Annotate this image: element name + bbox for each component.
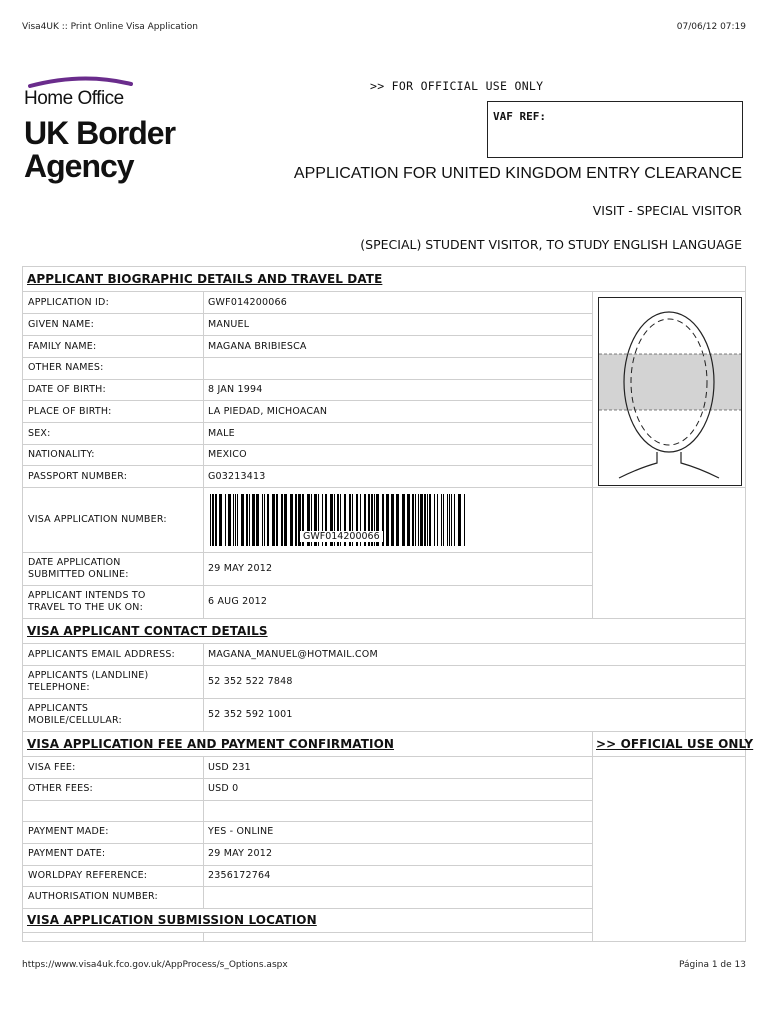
logo-agency: Agency (24, 148, 134, 184)
visa-subcategory: (SPECIAL) STUDENT VISITOR, TO STUDY ENGLISH LANGUAGE (360, 237, 742, 252)
official-use-label: >> FOR OFFICIAL USE ONLY (370, 79, 544, 93)
value-payment-made: YES - ONLINE (208, 826, 274, 837)
barcode-bar (252, 494, 255, 546)
value-nationality: MEXICO (208, 449, 247, 460)
barcode-bar (290, 494, 293, 546)
barcode-bar (434, 494, 435, 546)
barcode-bar (458, 494, 461, 546)
barcode-bar (256, 494, 259, 546)
barcode-bar (237, 494, 238, 546)
barcode-bar (420, 494, 423, 546)
barcode-bar (276, 494, 278, 546)
barcode (208, 494, 470, 546)
value-email: MAGANA_MANUEL@HOTMAIL.COM (208, 649, 378, 660)
barcode-bar (449, 494, 450, 546)
value-date-of-birth: 8 JAN 1994 (208, 384, 263, 395)
print-header-datetime: 07/06/12 07:19 (676, 22, 746, 32)
value-worldpay-reference: 2356172764 (208, 870, 271, 881)
barcode-bar (210, 494, 211, 546)
barcode-bar (281, 494, 283, 546)
value-landline: 52 352 522 7848 (208, 676, 293, 687)
value-application-id: GWF014200066 (208, 297, 288, 308)
label-date-of-birth: DATE OF BIRTH: (28, 384, 106, 395)
fee-official-use: >> OFFICIAL USE ONLY (596, 737, 754, 751)
label-sex: SEX: (28, 428, 51, 439)
label-other-names: OTHER NAMES: (28, 362, 104, 373)
barcode-bar (228, 494, 231, 546)
label-place-of-birth: PLACE OF BIRTH: (28, 406, 112, 417)
barcode-bar (235, 494, 236, 546)
head-outline-icon (599, 298, 741, 485)
barcode-bar (215, 494, 217, 546)
barcode-bar (451, 494, 452, 546)
value-date-submitted: 29 MAY 2012 (208, 563, 273, 574)
barcode-bar (249, 494, 250, 546)
barcode-bar (464, 494, 465, 546)
barcode-bar (212, 494, 214, 546)
vaf-ref-label: VAF REF: (493, 110, 546, 123)
barcode-bar (391, 494, 394, 546)
barcode-bar (295, 494, 297, 546)
barcode-bar (412, 494, 414, 546)
label-given-name: GIVEN NAME: (28, 319, 94, 330)
label-passport-number: PASSPORT NUMBER: (28, 471, 128, 482)
barcode-bar (427, 494, 428, 546)
barcode-bar (233, 494, 234, 546)
section-heading-submission: VISA APPLICATION SUBMISSION LOCATION (27, 913, 317, 927)
barcode-bar (437, 494, 438, 546)
value-payment-date: 29 MAY 2012 (208, 848, 273, 859)
barcode-bar (418, 494, 419, 546)
value-mobile: 52 352 592 1001 (208, 709, 293, 720)
barcode-bar (402, 494, 405, 546)
barcode-bar (225, 494, 226, 546)
label-family-name: FAMILY NAME: (28, 341, 97, 352)
label-intends-travel: APPLICANT INTENDS TO TRAVEL TO THE UK ON: (28, 590, 146, 613)
logo-home-office: Home Office (24, 88, 124, 109)
barcode-bar (264, 494, 265, 546)
vaf-ref-box (487, 101, 743, 158)
barcode-bar (415, 494, 416, 546)
label-nationality: NATIONALITY: (28, 449, 95, 460)
label-payment-date: PAYMENT DATE: (28, 848, 106, 859)
barcode-bar (429, 494, 431, 546)
barcode-bar (441, 494, 442, 546)
label-other-fees: OTHER FEES: (28, 783, 93, 794)
label-visa-fee: VISA FEE: (28, 762, 76, 773)
barcode-bar (447, 494, 448, 546)
label-authorisation-number: AUTHORISATION NUMBER: (28, 891, 158, 902)
value-other-fees: USD 0 (208, 783, 239, 794)
value-family-name: MAGANA BRIBIESCA (208, 341, 307, 352)
barcode-bar (246, 494, 248, 546)
barcode-bar (424, 494, 426, 546)
label-landline: APPLICANTS (LANDLINE) TELEPHONE: (28, 670, 149, 693)
value-visa-fee: USD 231 (208, 762, 251, 773)
print-footer-page: Página 1 de 13 (679, 960, 746, 970)
label-visa-application-number: VISA APPLICATION NUMBER: (28, 514, 167, 525)
barcode-bar (267, 494, 269, 546)
value-sex: MALE (208, 428, 235, 439)
page-title: APPLICATION FOR UNITED KINGDOM ENTRY CLEARANCE (293, 165, 742, 182)
barcode-bar (396, 494, 399, 546)
label-application-id: APPLICATION ID: (28, 297, 109, 308)
barcode-text: GWF014200066 (300, 531, 383, 542)
value-place-of-birth: LA PIEDAD, MICHOACAN (208, 406, 328, 417)
label-mobile: APPLICANTS MOBILE/CELLULAR: (28, 703, 122, 726)
barcode-bar (443, 494, 444, 546)
label-worldpay-reference: WORLDPAY REFERENCE: (28, 870, 148, 881)
home-office-arc-icon (28, 74, 138, 88)
barcode-bar (241, 494, 244, 546)
barcode-bar (407, 494, 410, 546)
section-heading-contact: VISA APPLICANT CONTACT DETAILS (27, 624, 268, 638)
value-given-name: MANUEL (208, 319, 250, 330)
barcode-bar (454, 494, 455, 546)
label-email: APPLICANTS EMAIL ADDRESS: (28, 649, 175, 660)
photo-placeholder (598, 297, 742, 486)
barcode-bar (386, 494, 389, 546)
value-intends-travel: 6 AUG 2012 (208, 596, 268, 607)
logo-uk-border: UK Border (24, 115, 176, 151)
label-payment-made: PAYMENT MADE: (28, 826, 109, 837)
value-passport-number: G03213413 (208, 471, 266, 482)
print-footer-url: https://www.visa4uk.fco.gov.uk/AppProcess/s_Options.aspx (22, 960, 288, 970)
barcode-bar (262, 494, 263, 546)
section-heading-fee: VISA APPLICATION FEE AND PAYMENT CONFIRMATION (27, 737, 395, 751)
barcode-bar (284, 494, 287, 546)
barcode-bar (272, 494, 275, 546)
print-header-title: Visa4UK :: Print Online Visa Application (22, 22, 198, 32)
barcode-bar (219, 494, 222, 546)
label-date-submitted: DATE APPLICATION SUBMITTED ONLINE: (28, 557, 129, 580)
section-heading-biographic: APPLICANT BIOGRAPHIC DETAILS AND TRAVEL DATE (27, 272, 383, 286)
visa-category: VISIT - SPECIAL VISITOR (592, 203, 742, 218)
